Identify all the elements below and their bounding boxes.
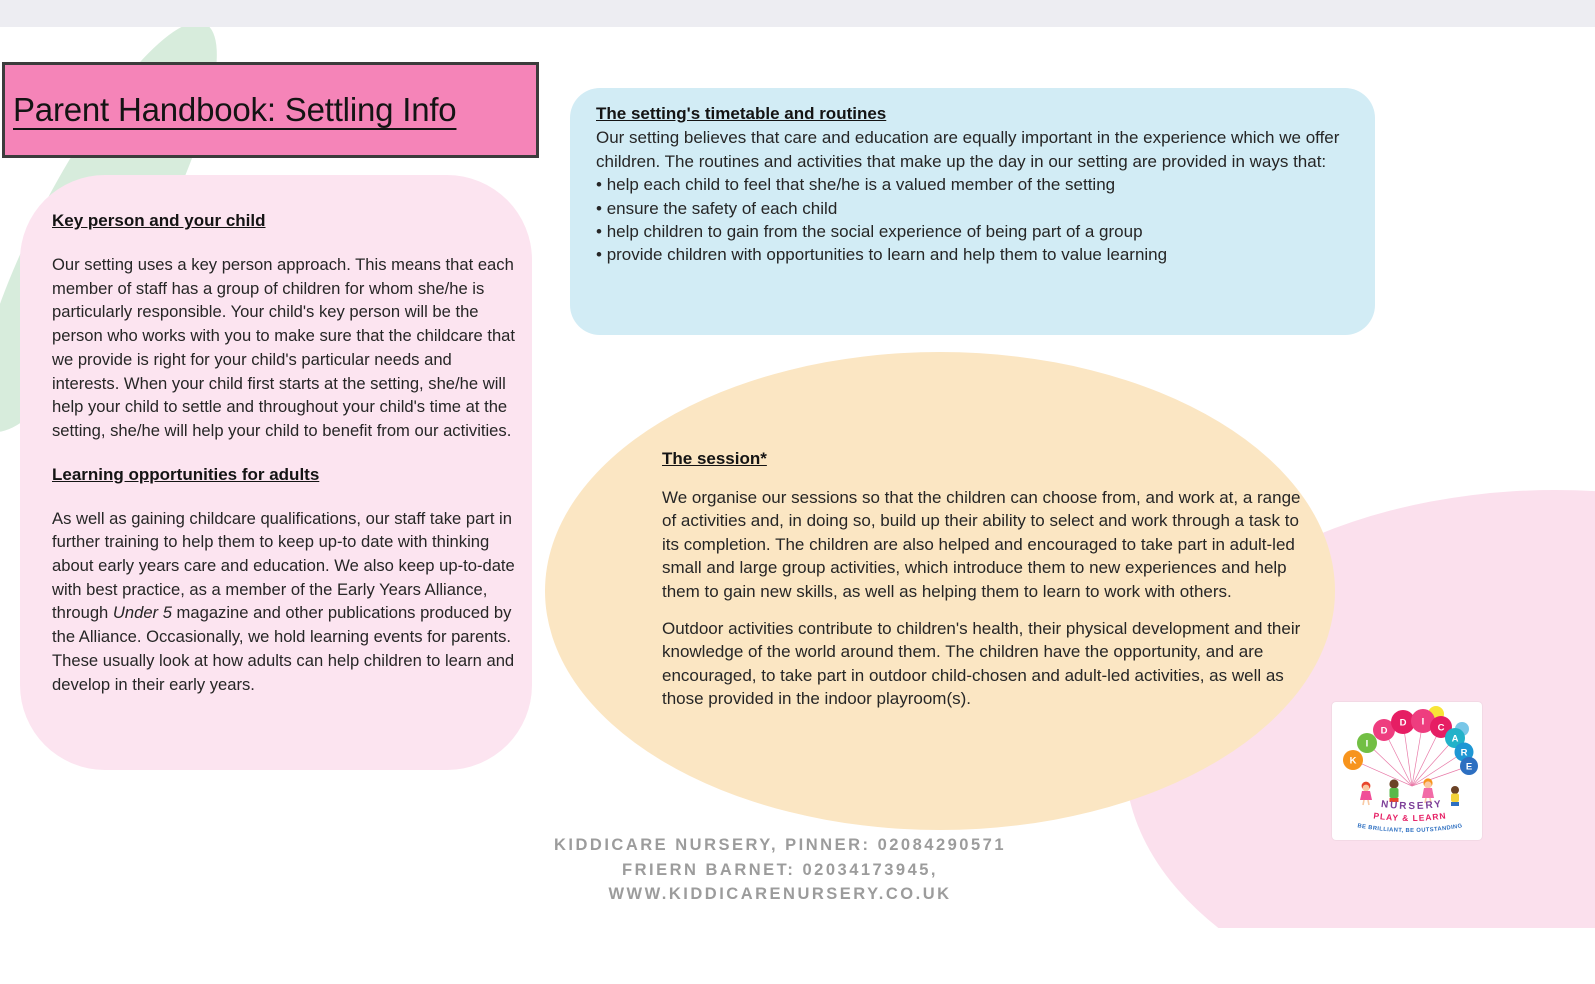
svg-text:A: A <box>1451 733 1459 745</box>
svg-text:K: K <box>1349 755 1357 767</box>
svg-text:E: E <box>1465 761 1473 773</box>
kiddicare-logo-graphic <box>1332 702 1482 840</box>
svg-text:I: I <box>1365 738 1369 750</box>
footer-line-pinner: KIDDICARE NURSERY, PINNER: 02084290571 <box>553 836 1007 854</box>
key-person-heading: Key person and your child <box>52 211 266 230</box>
title-banner <box>2 62 539 158</box>
timetable-intro: Our setting believes that care and education are equally important in the experience which we offer children. The routines and activities that make up the day in our setting are provided in ways that: <box>596 128 1340 171</box>
timetable-bullet-list <box>596 173 1355 267</box>
top-chrome-bar <box>0 0 1595 27</box>
logo-tagline-text: BE BRILLIANT, BE OUTSTANDING <box>1356 823 1464 835</box>
slide-canvas <box>0 27 1595 928</box>
svg-text:BE BRILLIANT, BE OUTSTANDING <box>1357 823 1463 834</box>
learning-opportunities-paragraph <box>52 507 516 697</box>
session-heading: The session* <box>662 449 767 468</box>
svg-text:D: D <box>1380 725 1388 737</box>
timetable-panel <box>570 88 1375 335</box>
session-text-block <box>662 447 1307 724</box>
key-person-paragraph: Our setting uses a key person approach. This means that each member of staff has a group of children for whom she/he is particularly responsible. Your child's key person will be the person who works with you to make sure that the childcare that we provide is right for your child's particular needs and interests. When your child first starts at the setting, she/he will help your child to settle and throughout your child's time at the setting, she/he will help your child to benefit from our activities. <box>52 255 516 440</box>
magazine-title-italic: Under 5 <box>112 603 172 623</box>
svg-text:R: R <box>1460 747 1468 759</box>
bullet-item: • ensure the safety of each child <box>596 197 1355 220</box>
bullet-item: • provide children with opportunities to learn and help them to value learning <box>596 243 1355 266</box>
kiddicare-logo <box>1332 702 1482 840</box>
svg-text:PLAY & LEARN <box>1373 810 1447 823</box>
page-title: Parent Handbook: Settling Info <box>13 91 457 128</box>
bullet-item: • help each child to feel that she/he is a valued member of the setting <box>596 173 1355 196</box>
learning-opportunities-heading: Learning opportunities for adults <box>52 464 320 484</box>
lettered-balloons <box>1343 709 1478 775</box>
footer-contact <box>470 833 1090 907</box>
svg-text:NURSERY <box>1380 799 1443 812</box>
footer-line-website: WWW.KIDDICARENURSERY.CO.UK <box>608 885 952 903</box>
footer-line-friern: FRIERN BARNET: 02034173945, <box>621 860 939 879</box>
session-paragraph: We organise our sessions so that the children can choose from, and work at, a range of activities and, in doing so, build up their ability to select and work through a task to its completion. The children are also helped and encouraged to take part in adult-led small and large group activities, which introduce them to new experiences and help them to gain new skills, as well as helping them to learn to work with others. <box>662 487 1301 601</box>
paragraph-text: magazine and other publications produced by the Alliance. Occasionally, we hold learning events for parents. These usually look at how adults can help children to learn and develop in their early years. <box>52 603 515 694</box>
svg-text:I: I <box>1421 716 1425 728</box>
session-panel <box>545 352 1335 830</box>
logo-play-learn-text: PLAY & LEARN <box>1372 810 1448 824</box>
key-person-panel <box>20 175 532 770</box>
svg-text:C: C <box>1437 722 1445 734</box>
bullet-item: • help children to gain from the social experience of being part of a group <box>596 220 1355 243</box>
svg-text:D: D <box>1399 717 1407 729</box>
timetable-heading: The setting's timetable and routines <box>596 104 887 123</box>
logo-nursery-text: NURSERY <box>1380 798 1444 813</box>
paragraph-text: As well as gaining childcare qualifications, our staff take part in further training to help them to keep up-to date with thinking about early years care and education. We also keep up-to-date with best practice, as a member of the Early Years Alliance, through <box>52 508 515 623</box>
session-paragraph: Outdoor activities contribute to children's health, their physical development and their knowledge of the world around them. The children have the opportunity, and are encouraged, to take part in outdoor child-chosen and adult-led activities, as well as those provided in the indoor playroom(s). <box>662 618 1301 709</box>
